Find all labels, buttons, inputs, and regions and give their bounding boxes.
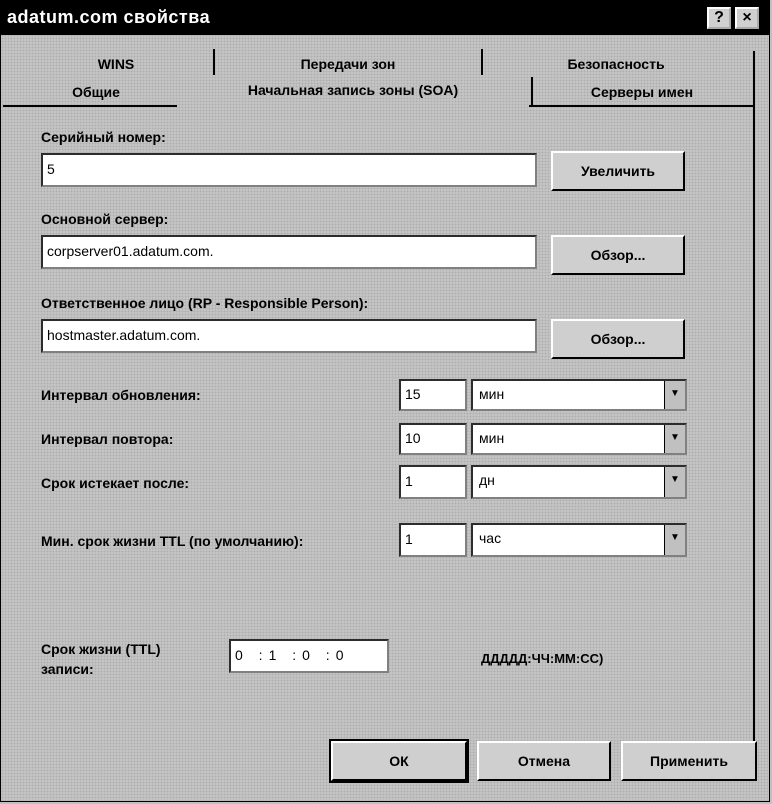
expires-after-label: Срок истекает после: [41, 475, 190, 491]
min-ttl-unit-value: час [479, 530, 502, 546]
tab-divider [481, 49, 483, 75]
record-ttl-label-line2: записи: [41, 661, 94, 677]
retry-interval-unit-value: мин [479, 430, 505, 446]
tab-panel-border [529, 105, 755, 107]
tab-panel-right-border [753, 51, 755, 751]
retry-interval-input[interactable]: 10 [399, 423, 467, 455]
refresh-interval-input[interactable]: 15 [399, 379, 467, 411]
title-bar [1, 1, 769, 35]
tab-security[interactable]: Безопасность [567, 56, 665, 72]
primary-server-input[interactable]: corpserver01.adatum.com. [41, 235, 537, 269]
expires-after-input[interactable]: 1 [399, 465, 467, 499]
serial-number-input[interactable]: 5 [41, 153, 537, 187]
record-ttl-label-line1: Срок жизни (TTL) [41, 641, 161, 657]
close-button[interactable]: × [735, 7, 759, 29]
chevron-down-icon[interactable]: ▼ [664, 525, 685, 555]
tab-wins[interactable]: WINS [97, 56, 135, 72]
responsible-person-label: Ответственное лицо (RP - Responsible Person): [41, 295, 369, 311]
tab-divider [213, 49, 215, 75]
browse-server-button[interactable]: Обзор... [551, 235, 685, 275]
refresh-interval-unit-value: мин [479, 386, 505, 402]
min-ttl-input[interactable]: 1 [399, 523, 467, 557]
refresh-interval-label: Интервал обновления: [41, 387, 201, 403]
apply-button[interactable]: Применить [621, 741, 757, 781]
expires-after-unit-value: дн [479, 472, 495, 488]
chevron-down-icon[interactable]: ▼ [664, 381, 685, 409]
tab-name-servers[interactable]: Серверы имен [590, 84, 694, 100]
retry-interval-label: Интервал повтора: [41, 431, 174, 447]
increment-button[interactable]: Увеличить [551, 151, 685, 191]
retry-interval-unit-select[interactable] [471, 423, 687, 455]
min-ttl-label: Мин. срок жизни TTL (по умолчанию): [41, 533, 304, 549]
min-ttl-unit-select[interactable] [471, 523, 687, 557]
help-button[interactable]: ? [707, 7, 731, 29]
primary-server-label: Основной сервер: [41, 211, 169, 227]
serial-number-label: Серийный номер: [41, 129, 166, 145]
tab-divider [531, 77, 533, 105]
chevron-down-icon[interactable]: ▼ [664, 467, 685, 497]
tab-soa[interactable]: Начальная запись зоны (SOA) [247, 82, 459, 98]
refresh-interval-unit-select[interactable] [471, 379, 687, 411]
tab-panel-border [3, 105, 177, 107]
tab-zone-transfers[interactable]: Передачи зон [300, 56, 396, 72]
chevron-down-icon[interactable]: ▼ [664, 425, 685, 453]
responsible-person-input[interactable]: hostmaster.adatum.com. [41, 319, 537, 353]
tab-general[interactable]: Общие [72, 84, 120, 100]
window-title: adatum.com свойства [7, 7, 211, 27]
record-ttl-input[interactable]: 0 :1 :0 :0 [229, 639, 389, 673]
ttl-format-hint: ДДДДД:ЧЧ:ММ:СС) [481, 651, 604, 666]
browse-person-button[interactable]: Обзор... [551, 319, 685, 359]
ok-button[interactable]: ОК [331, 741, 467, 781]
cancel-button[interactable]: Отмена [477, 741, 611, 781]
expires-after-unit-select[interactable] [471, 465, 687, 499]
